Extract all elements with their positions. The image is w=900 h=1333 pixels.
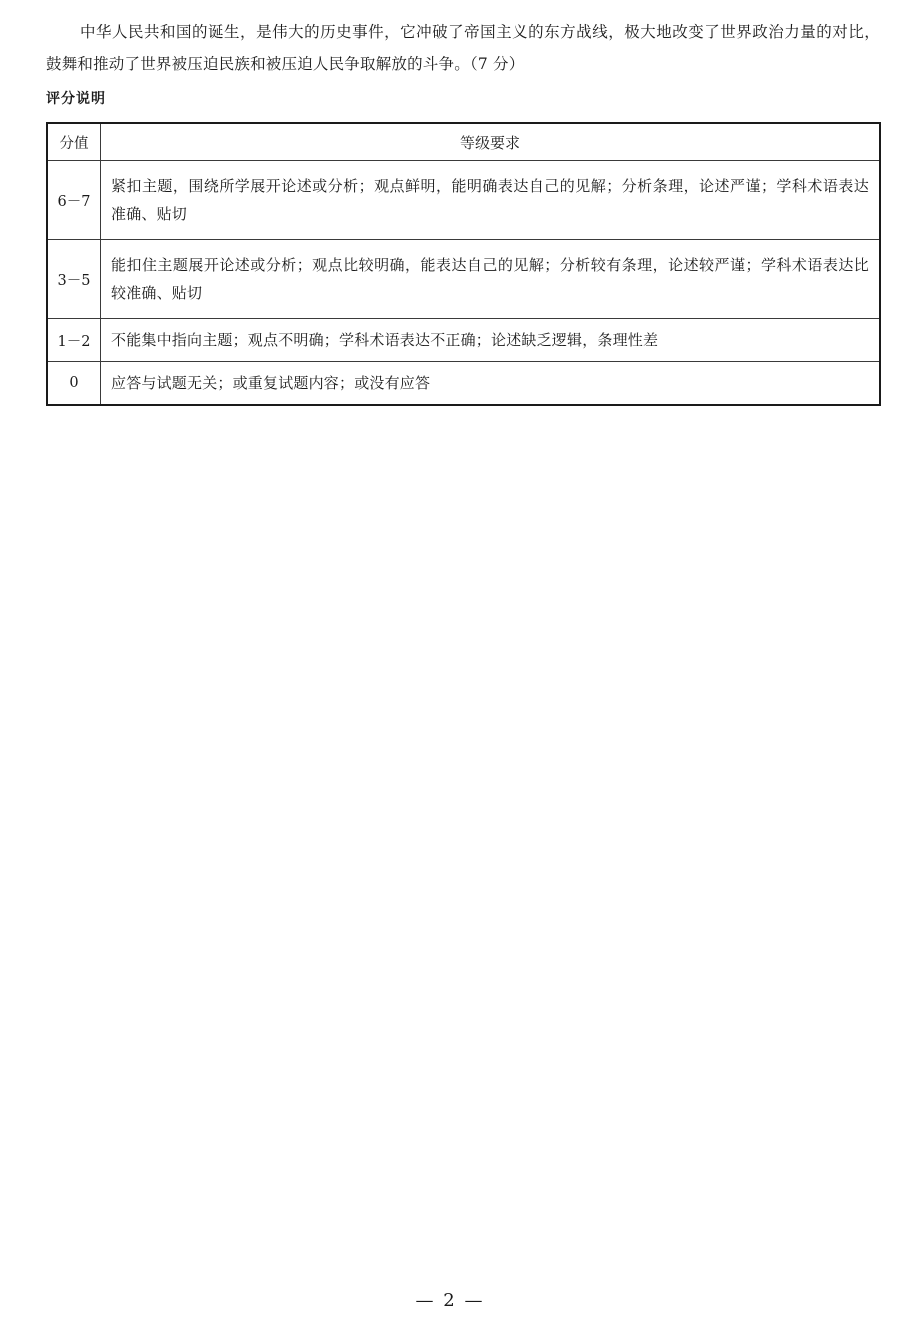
table-row (47, 240, 880, 319)
page-number: — 2 — (415, 1290, 485, 1311)
score-cell: 3－5 (47, 240, 101, 319)
header-requirement: 等级要求 (101, 123, 881, 161)
table-row (47, 362, 880, 406)
score-cell: 0 (47, 362, 101, 406)
section-title: 评分说明 (46, 91, 106, 107)
requirement-cell: 不能集中指向主题；观点不明确；学科术语表达不正确；论述缺乏逻辑，条理性差 (101, 319, 881, 362)
requirement-cell: 紧扣主题，围绕所学展开论述或分析；观点鲜明，能明确表达自己的见解；分析条理，论述严谨；学科术语表达准确、贴切 (101, 161, 881, 240)
question-paragraph: 中华人民共和国的诞生，是伟大的历史事件，它冲破了帝国主义的东方战线，极大地改变了世界政治力量的对比，鼓舞和推动了世界被压迫民族和被压迫人民争取解放的斗争。（7 分） (46, 23, 880, 73)
scoring-rubric-table (46, 122, 881, 406)
requirement-cell: 应答与试题无关；或重复试题内容；或没有应答 (101, 362, 881, 406)
table-row (47, 161, 880, 240)
requirement-cell: 能扣住主题展开论述或分析；观点比较明确，能表达自己的见解；分析较有条理，论述较严谨；学科术语表达比较准确、贴切 (101, 240, 881, 319)
table-row (47, 319, 880, 362)
score-cell: 6－7 (47, 161, 101, 240)
header-score: 分值 (47, 123, 101, 161)
score-cell: 1－2 (47, 319, 101, 362)
table-header-row (47, 123, 880, 161)
